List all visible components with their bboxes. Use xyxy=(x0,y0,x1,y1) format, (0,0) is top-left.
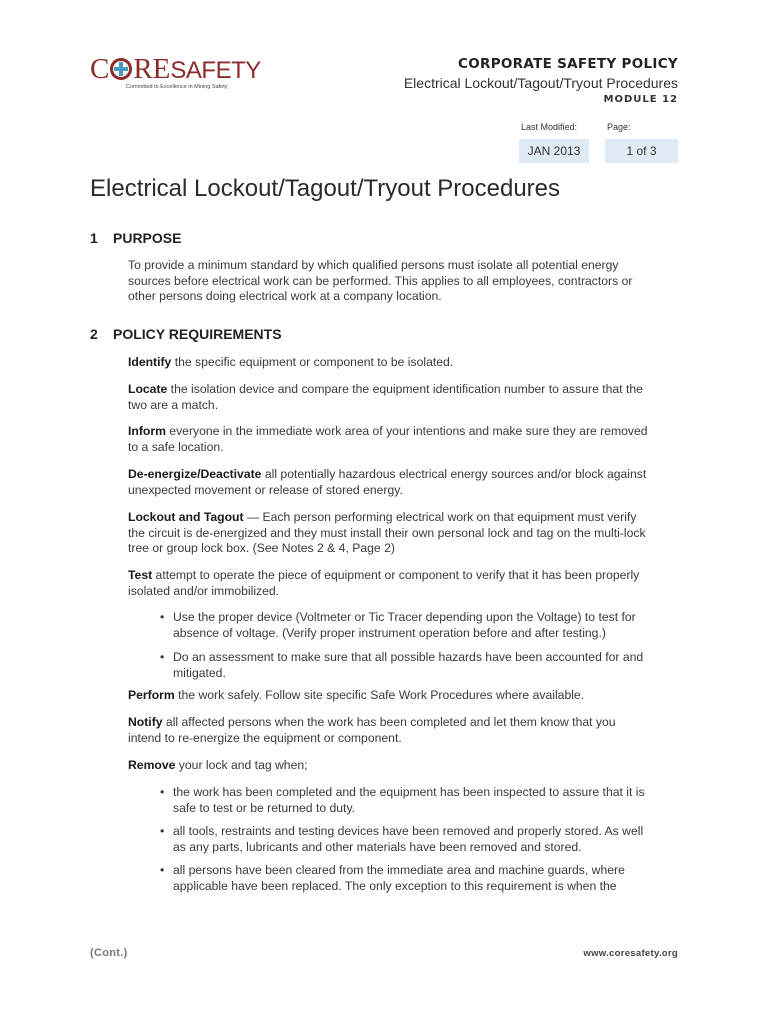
purpose-paragraph: To provide a minimum standard by which qualified persons must isolate all potential energy sources before electrical work can be performed. This applies to all employees, contractors or other persons doing electrical work at a company location. xyxy=(128,258,633,304)
step-text: attempt to operate the piece of equipment or component to verify that it has been properly isolated and/or immobilized. xyxy=(128,568,640,598)
logo-c: C xyxy=(90,53,110,85)
step-term: Lockout and Tagout xyxy=(128,510,244,524)
last-modified-value: JAN 2013 xyxy=(519,139,589,163)
step-term: Identify xyxy=(128,355,172,369)
step-text: the specific equipment or component to be isolated. xyxy=(171,355,454,369)
step-identify xyxy=(128,355,648,371)
continued-label: (Cont.) xyxy=(90,947,128,959)
logo-wordmark xyxy=(90,53,261,86)
section-title: PURPOSE xyxy=(113,230,182,246)
policy-title: CORPORATE SAFETY POLICY xyxy=(458,56,678,72)
step-text: everyone in the immediate work area of your intentions and make sure they are removed to a safe location. xyxy=(128,424,648,454)
step-notify xyxy=(128,715,648,746)
page-value: 1 of 3 xyxy=(605,139,678,163)
step-de-energize xyxy=(128,467,648,498)
last-modified-label: Last Modified: xyxy=(521,122,578,132)
test-bullet-1: • Use the proper device (Voltmeter or Tic Tracer depending upon the Voltage) to test for absence of voltage. (Verify proper instrument operation before and after testing.) xyxy=(160,610,648,641)
step-term: Inform xyxy=(128,424,166,438)
step-locate xyxy=(128,382,648,413)
step-lockout-tagout xyxy=(128,510,648,557)
remove-bullet-3: • all persons have been cleared from the immediate area and machine guards, where applicable have been replaced. The only exception to this requirement is when the xyxy=(160,863,648,894)
step-text: all affected persons when the work has been completed and let them know that you intend to re-energize the equipment or component. xyxy=(128,715,616,745)
step-term: Locate xyxy=(128,382,168,396)
test-bullet-2: • Do an assessment to make sure that all possible hazards have been accounted for and mitigated. xyxy=(160,650,648,681)
section-number: 2 xyxy=(90,326,98,342)
step-term: De-energize/Deactivate xyxy=(128,467,262,481)
step-term: Notify xyxy=(128,715,163,729)
section-number: 1 xyxy=(90,230,98,246)
remove-bullet-1: • the work has been completed and the equipment has been inspected to assure that it is safe to test or be returned to duty. xyxy=(160,785,648,816)
step-perform xyxy=(128,688,648,704)
step-text: the work safely. Follow site specific Safe Work Procedures where available. xyxy=(174,688,585,702)
section-heading-policy-requirements xyxy=(90,326,282,342)
step-remove xyxy=(128,758,648,774)
step-text: — Each person performing electrical work on that equipment must verify the circuit is de-energized and they must install their own personal lock and tag on the multi-lock tree or group lock box. (See Notes 2 & 4, Page 2) xyxy=(128,510,646,556)
step-term: Remove xyxy=(128,758,176,772)
website-link[interactable]: www.coresafety.org xyxy=(583,948,678,959)
step-text: the isolation device and compare the equipment identification number to assure that the two are a match. xyxy=(128,382,643,412)
step-inform xyxy=(128,424,648,455)
policy-subtitle: Electrical Lockout/Tagout/Tryout Procedures xyxy=(403,75,678,91)
logo-re: RE xyxy=(133,53,171,85)
section-title: POLICY REQUIREMENTS xyxy=(113,326,282,342)
step-test xyxy=(128,568,648,599)
section-heading-purpose xyxy=(90,230,181,246)
document-title: Electrical Lockout/Tagout/Tryout Procedures xyxy=(90,175,561,202)
logo-safety: SAFETY xyxy=(170,57,261,84)
coresafety-logo xyxy=(90,53,261,94)
logo-tagline: Committed to Excellence in Mining Safety xyxy=(126,84,228,90)
page-label: Page: xyxy=(607,122,631,132)
module-label: MODULE 12 xyxy=(603,94,678,105)
step-term: Test xyxy=(128,568,153,582)
remove-bullet-2: • all tools, restraints and testing devices have been removed and properly stored. As well as any parts, lubricants and other materials have been removed and stored. xyxy=(160,824,648,855)
step-text: all potentially hazardous electrical energy sources and/or block against unexpected movement or release of stored energy. xyxy=(128,467,647,497)
step-text: your lock and tag when; xyxy=(175,758,308,772)
step-term: Perform xyxy=(128,688,175,702)
logo-cross-icon xyxy=(110,58,132,80)
